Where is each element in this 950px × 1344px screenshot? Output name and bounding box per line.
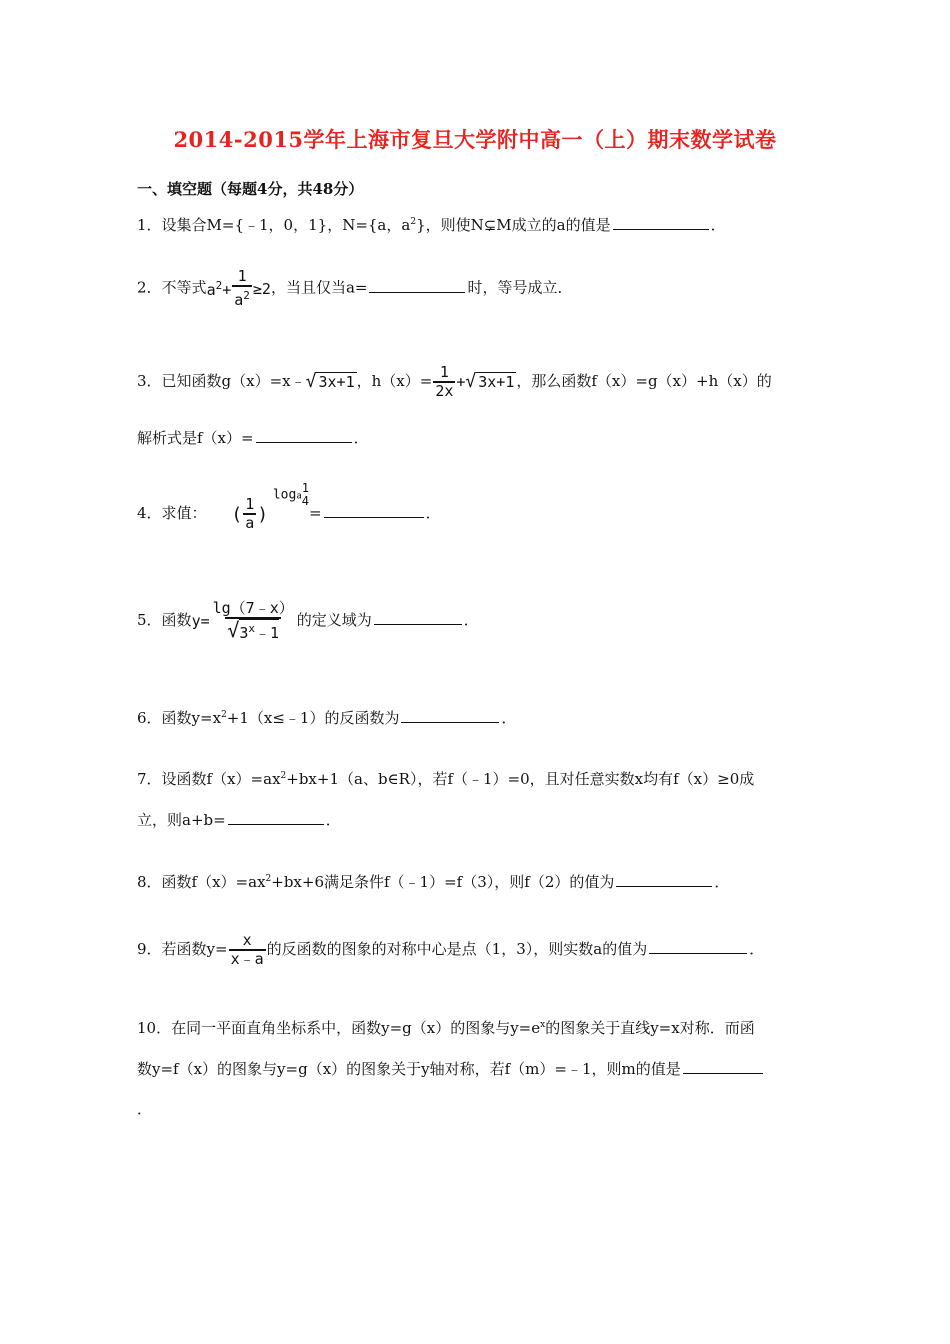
- question-10-line-3: ．: [137, 1100, 153, 1118]
- answer-blank[interactable]: [228, 809, 324, 825]
- answer-blank[interactable]: [613, 214, 709, 230]
- square-root: √ 3x+1: [465, 371, 515, 392]
- question-2: 2．不等式$a^2+$ $\frac{1}{a^2}$ ≥2，当且仅当a= 时，等号成立．: [137, 267, 573, 309]
- page-title: 2014-2015学年上海市复旦大学附中高一（上）期末数学试卷: [173, 127, 777, 152]
- answer-blank[interactable]: [256, 427, 352, 443]
- square-root: √ 3x+1: [305, 371, 355, 392]
- answer-blank[interactable]: [374, 609, 462, 625]
- question-1: 1．设集合M={﹣1，0，1}，N={a，$a^2$}，则使N⊊M成立的a的值是 ．: [137, 216, 726, 234]
- question-3: 3．已知函数g（x）=x﹣ √ 3x+1 ，h（x）= $\frac{1}{2x}$ + √ 3x+1 ，那么函数f（x）=g（x）+h（x）的: [137, 363, 772, 400]
- question-7-line-2: 立，则a+b= ．: [137, 811, 341, 829]
- question-10-line-2: 数y=f（x）的图象与y=g（x）的图象关于y轴对称，若f（m）=﹣1，则m的值是: [137, 1058, 765, 1079]
- answer-blank[interactable]: [683, 1058, 763, 1074]
- answer-blank[interactable]: [324, 502, 424, 518]
- question-9: 9．若函数y= $\frac{x}{x﹣a}$ 的反函数的图象的对称中心是点（1，3），则实数a的值为 ．: [137, 931, 765, 968]
- fraction: $\frac{x}{x﹣a}$: [230, 931, 264, 968]
- question-6: 6．函数$y=x^2+1(x\le﹣1)$的反函数为 ．: [137, 709, 517, 727]
- question-5: 5．函数y= lg（7﹣x） √ 3$^x$﹣1 的定义域为 ．: [137, 599, 479, 642]
- question-7: 7．设函数$f(x)=ax^2+bx+1(a$、b∈R），若f（﹣1）=0，且对任意实数x均有f（x）≥0成: [137, 770, 755, 788]
- question-3-line-2: 解析式是f（x）= ．: [137, 429, 369, 447]
- answer-blank[interactable]: [401, 707, 499, 723]
- answer-blank[interactable]: [649, 938, 747, 954]
- answer-blank[interactable]: [369, 277, 465, 293]
- fraction: lg（7﹣x） √ 3$^x$﹣1: [212, 599, 294, 642]
- math-expression: $a^2+$: [206, 278, 232, 299]
- question-8: 8．函数$f(x)=ax^2+bx+6$满足条件f（﹣1）=f（3），则f（2）的值为 ．: [137, 873, 730, 891]
- fraction: $\frac{1}{a^2}$: [234, 267, 250, 309]
- question-10: 10．在同一平面直角坐标系中，函数y=g（x）的图象与$y=e^x$的图象关于直线y=x对称．而函: [137, 1019, 755, 1037]
- section-heading: 一、填空题（每题4分，共48分）: [137, 180, 364, 198]
- log-exponent: loga 1 4: [272, 481, 309, 508]
- answer-blank[interactable]: [616, 871, 712, 887]
- question-4: 4．求值： ( $\frac{1}{a}$ ) loga 1 4 = ．: [137, 481, 441, 532]
- fraction: $\frac{1}{a}$: [245, 495, 255, 532]
- fraction: $\frac{1}{2x}$: [435, 363, 454, 400]
